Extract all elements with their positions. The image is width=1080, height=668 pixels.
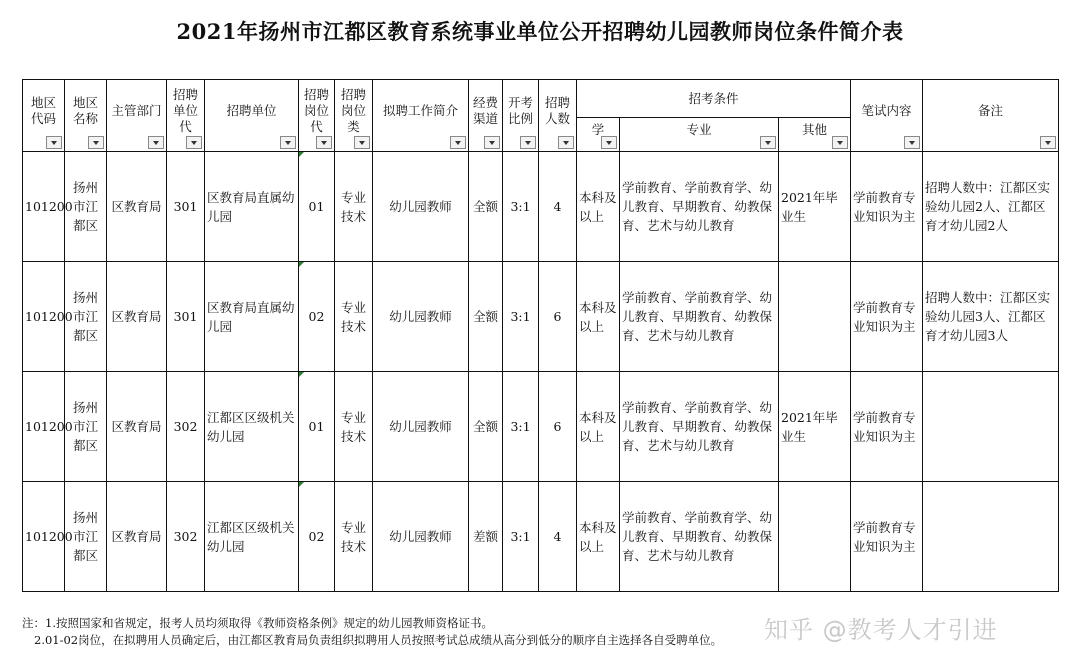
col-region-code: 地区代码 — [23, 80, 65, 152]
cell-dept: 区教育局 — [107, 372, 167, 482]
cell-post-code: 02 — [299, 482, 335, 592]
cell-dept: 区教育局 — [107, 482, 167, 592]
page-title: 2021年扬州市江都区教育系统事业单位公开招聘幼儿园教师岗位条件简介表 — [176, 19, 904, 44]
cell-funding: 全额 — [469, 152, 503, 262]
table-row — [23, 372, 1059, 482]
cell-other — [779, 482, 851, 592]
col-exam: 笔试内容 — [851, 80, 923, 152]
cell-edu: 本科及以上 — [577, 372, 620, 482]
filter-dropdown-icon[interactable] — [832, 136, 848, 149]
cell-unit-code: 302 — [167, 372, 205, 482]
col-dept: 主管部门 — [107, 80, 167, 152]
cell-major: 学前教育、学前教育学、幼儿教育、早期教育、幼教保育、艺术与幼儿教育 — [620, 152, 779, 262]
filter-dropdown-icon[interactable] — [760, 136, 776, 149]
cell-marker — [299, 482, 304, 487]
cell-intro: 幼儿园教师 — [373, 262, 469, 372]
cell-unit: 江都区区级机关幼儿园 — [205, 482, 299, 592]
cell-intro: 幼儿园教师 — [373, 152, 469, 262]
cell-funding: 全额 — [469, 262, 503, 372]
cell-ratio: 3:1 — [503, 262, 539, 372]
cell-edu: 本科及以上 — [577, 262, 620, 372]
cell-funding: 全额 — [469, 372, 503, 482]
cell-unit-code: 301 — [167, 262, 205, 372]
filter-dropdown-icon[interactable] — [186, 136, 202, 149]
watermark: 知乎 @教考人才引进 — [764, 616, 998, 644]
cell-count: 4 — [539, 152, 577, 262]
cell-unit-code: 302 — [167, 482, 205, 592]
cell-exam: 学前教育专业知识为主 — [851, 372, 923, 482]
cell-dept: 区教育局 — [107, 262, 167, 372]
footnote-1: 注：1.按照国家和省规定，报考人员均须取得《教师资格条例》规定的幼儿园教师资格证书。 — [22, 616, 493, 630]
cell-marker — [299, 262, 304, 267]
cell-intro: 幼儿园教师 — [373, 482, 469, 592]
cell-region-code: 101200 — [23, 152, 65, 262]
cell-marker — [299, 152, 304, 157]
cell-remark: 招聘人数中：江都区实验幼儿园3人、江都区育才幼儿园3人 — [923, 262, 1059, 372]
job-conditions-table — [22, 79, 1059, 592]
filter-dropdown-icon[interactable] — [354, 136, 370, 149]
col-region-name: 地区名称 — [65, 80, 107, 152]
col-conditions: 招考条件 — [577, 80, 851, 118]
col-other: 其他 — [779, 118, 851, 152]
col-major: 专业 — [620, 118, 779, 152]
col-ratio: 开考比例 — [503, 80, 539, 152]
col-intro: 拟聘工作简介 — [373, 80, 469, 152]
cell-remark — [923, 372, 1059, 482]
cell-post-type: 专业技术 — [335, 152, 373, 262]
filter-dropdown-icon[interactable] — [904, 136, 920, 149]
cell-major: 学前教育、学前教育学、幼儿教育、早期教育、幼教保育、艺术与幼儿教育 — [620, 482, 779, 592]
col-funding: 经费渠道 — [469, 80, 503, 152]
filter-dropdown-icon[interactable] — [88, 136, 104, 149]
cell-ratio: 3:1 — [503, 482, 539, 592]
filter-dropdown-icon[interactable] — [1040, 136, 1056, 149]
cell-edu: 本科及以上 — [577, 482, 620, 592]
cell-ratio: 3:1 — [503, 152, 539, 262]
col-unit: 招聘单位 — [205, 80, 299, 152]
footnote-2: 2.01-02岗位，在拟聘用人员确定后，由江都区教育局负责组织拟聘用人员按照考试总成绩从高分到低分的顺序自主选择各自受聘单位。 — [34, 633, 723, 647]
filter-dropdown-icon[interactable] — [148, 136, 164, 149]
col-count: 招聘人数 — [539, 80, 577, 152]
filter-dropdown-icon[interactable] — [484, 136, 500, 149]
filter-dropdown-icon[interactable] — [316, 136, 332, 149]
cell-dept: 区教育局 — [107, 152, 167, 262]
cell-region-name: 扬州市江都区 — [65, 482, 107, 592]
cell-other: 2021年毕业生 — [779, 372, 851, 482]
cell-region-code: 101200 — [23, 372, 65, 482]
col-post-code: 招聘岗位代 — [299, 80, 335, 152]
filter-dropdown-icon[interactable] — [46, 136, 62, 149]
col-remark: 备注 — [923, 80, 1059, 152]
cell-count: 6 — [539, 262, 577, 372]
cell-count: 6 — [539, 372, 577, 482]
cell-major: 学前教育、学前教育学、幼儿教育、早期教育、幼教保育、艺术与幼儿教育 — [620, 262, 779, 372]
cell-unit: 区教育局直属幼儿园 — [205, 262, 299, 372]
cell-other — [779, 262, 851, 372]
cell-post-code: 02 — [299, 262, 335, 372]
table-row — [23, 482, 1059, 592]
col-unit-code: 招聘单位代 — [167, 80, 205, 152]
cell-post-code: 01 — [299, 152, 335, 262]
col-edu: 学 — [577, 118, 620, 152]
cell-unit: 江都区区级机关幼儿园 — [205, 372, 299, 482]
col-post-type: 招聘岗位类 — [335, 80, 373, 152]
cell-post-type: 专业技术 — [335, 262, 373, 372]
cell-edu: 本科及以上 — [577, 152, 620, 262]
footnotes — [22, 615, 722, 649]
cell-remark: 招聘人数中：江都区实验幼儿园2人、江都区育才幼儿园2人 — [923, 152, 1059, 262]
filter-dropdown-icon[interactable] — [601, 136, 617, 149]
cell-region-name: 扬州市江都区 — [65, 152, 107, 262]
filter-dropdown-icon[interactable] — [520, 136, 536, 149]
cell-region-code: 101200 — [23, 262, 65, 372]
cell-exam: 学前教育专业知识为主 — [851, 482, 923, 592]
cell-region-name: 扬州市江都区 — [65, 262, 107, 372]
table-row — [23, 152, 1059, 262]
cell-remark — [923, 482, 1059, 592]
cell-region-name: 扬州市江都区 — [65, 372, 107, 482]
cell-funding: 差额 — [469, 482, 503, 592]
cell-marker — [299, 372, 304, 377]
cell-exam: 学前教育专业知识为主 — [851, 262, 923, 372]
cell-major: 学前教育、学前教育学、幼儿教育、早期教育、幼教保育、艺术与幼儿教育 — [620, 372, 779, 482]
cell-count: 4 — [539, 482, 577, 592]
filter-dropdown-icon[interactable] — [558, 136, 574, 149]
cell-post-type: 专业技术 — [335, 372, 373, 482]
cell-other: 2021年毕业生 — [779, 152, 851, 262]
cell-unit: 区教育局直属幼儿园 — [205, 152, 299, 262]
cell-region-code: 101200 — [23, 482, 65, 592]
filter-dropdown-icon[interactable] — [450, 136, 466, 149]
cell-intro: 幼儿园教师 — [373, 372, 469, 482]
cell-post-code: 01 — [299, 372, 335, 482]
filter-dropdown-icon[interactable] — [280, 136, 296, 149]
cell-ratio: 3:1 — [503, 372, 539, 482]
cell-exam: 学前教育专业知识为主 — [851, 152, 923, 262]
table-row — [23, 262, 1059, 372]
cell-unit-code: 301 — [167, 152, 205, 262]
cell-post-type: 专业技术 — [335, 482, 373, 592]
